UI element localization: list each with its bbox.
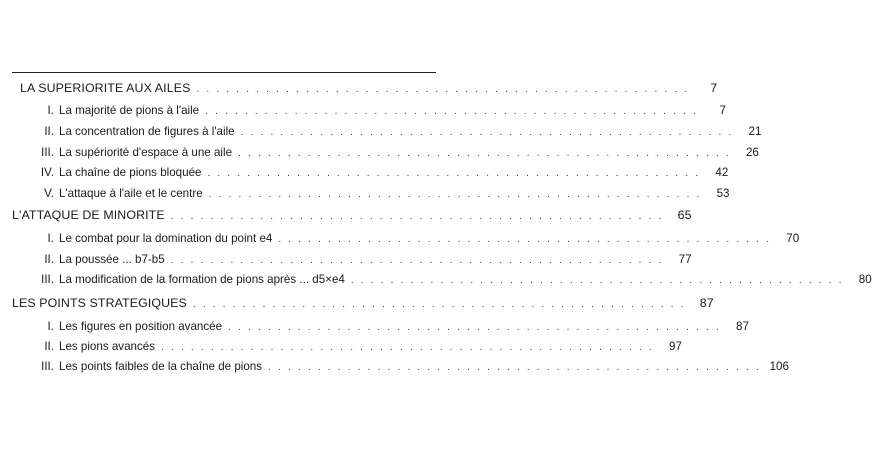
section-page-number: 7 bbox=[719, 104, 726, 117]
section-title: La majorité de pions à l'aile bbox=[59, 104, 200, 117]
top-rule bbox=[12, 72, 436, 73]
section-number: II. bbox=[44, 340, 54, 353]
dot-leader: . . . . . . . . . . . . . . . . . . . . . . . . . . . . . . . . . . . . . . . . . . . . . . . . . . bbox=[192, 299, 686, 310]
section-page-number: 42 bbox=[715, 166, 729, 179]
toc-section bbox=[28, 253, 692, 266]
section-page-number: 26 bbox=[745, 146, 759, 159]
toc-section bbox=[28, 360, 789, 373]
section-title: La supériorité d'espace à une aile bbox=[59, 146, 233, 159]
toc-section bbox=[28, 320, 749, 333]
dot-leader: . . . . . . . . . . . . . . . . . . . . . . . . . . . . . . . . . . . . . . . . . . . . . . . . . . bbox=[268, 362, 761, 373]
toc-section bbox=[28, 166, 729, 179]
dot-leader: . . . . . . . . . . . . . . . . . . . . . . . . . . . . . . . . . . . . . . . . . . . . . . . . . . bbox=[196, 84, 690, 95]
dot-leader: . . . . . . . . . . . . . . . . . . . . . . . . . . . . . . . . . . . . . . . . . . . . . . . . . . bbox=[170, 211, 664, 222]
section-title: La chaîne de pions bloquée bbox=[59, 166, 202, 179]
section-page-number: 77 bbox=[678, 253, 692, 266]
dot-leader: . . . . . . . . . . . . . . . . . . . . . . . . . . . . . . . . . . . . . . . . . . . . . . . . . . bbox=[208, 189, 702, 200]
dot-leader: . . . . . . . . . . . . . . . . . . . . . . . . . . . . . . . . . . . . . . . . . . . . . . . . . . bbox=[278, 234, 772, 245]
chapter-title: LA SUPERIORITE AUX AILES bbox=[20, 81, 191, 95]
section-page-number: 21 bbox=[748, 125, 762, 138]
toc-section bbox=[28, 232, 800, 245]
toc-section bbox=[28, 273, 872, 286]
toc-chapter-2 bbox=[12, 208, 692, 222]
dot-leader: . . . . . . . . . . . . . . . . . . . . . . . . . . . . . . . . . . . . . . . . . . . . . . . . . . bbox=[207, 168, 701, 179]
section-title: La poussée ... b7-b5 bbox=[59, 253, 165, 266]
section-title: La concentration de figures à l'aile bbox=[59, 125, 235, 138]
section-number: II. bbox=[44, 125, 54, 138]
section-number: II. bbox=[44, 253, 54, 266]
section-number: III. bbox=[41, 273, 54, 286]
section-page-number: 53 bbox=[716, 187, 730, 200]
chapter-title: L'ATTAQUE DE MINORITE bbox=[12, 208, 165, 222]
toc-section bbox=[28, 104, 726, 117]
section-page-number: 87 bbox=[736, 320, 749, 333]
section-page-number: 70 bbox=[786, 232, 800, 245]
toc-section bbox=[28, 125, 762, 138]
toc-section bbox=[28, 187, 730, 200]
section-number: IV. bbox=[40, 166, 54, 179]
section-title: Les pions avancés bbox=[59, 340, 156, 353]
section-title: Les points faibles de la chaîne de pions bbox=[59, 360, 263, 373]
section-title: Les figures en position avancée bbox=[59, 320, 223, 333]
toc-chapter-1 bbox=[20, 81, 718, 95]
section-number: V. bbox=[44, 187, 54, 200]
dot-leader: . . . . . . . . . . . . . . . . . . . . . . . . . . . . . . . . . . . . . . . . . . . . . . . . . . bbox=[161, 342, 654, 353]
section-page-number: 97 bbox=[669, 340, 682, 353]
dot-leader: . . . . . . . . . . . . . . . . . . . . . . . . . . . . . . . . . . . . . . . . . . . . . . . . . . bbox=[238, 148, 731, 159]
section-number: I. bbox=[47, 320, 54, 333]
toc-section bbox=[28, 340, 682, 353]
section-page-number: 80 bbox=[858, 273, 872, 286]
dot-leader: . . . . . . . . . . . . . . . . . . . . . . . . . . . . . . . . . . . . . . . . . . . . . . . . . . bbox=[228, 322, 721, 333]
chapter-page-number: 7 bbox=[710, 81, 718, 95]
section-number: I. bbox=[47, 104, 54, 117]
dot-leader: . . . . . . . . . . . . . . . . . . . . . . . . . . . . . . . . . . . . . . . . . . . . . . . . . . bbox=[240, 127, 734, 138]
chapter-page-number: 65 bbox=[677, 208, 692, 222]
chapter-page-number: 87 bbox=[699, 296, 714, 310]
section-number: I. bbox=[47, 232, 54, 245]
toc-section bbox=[28, 146, 759, 159]
section-title: Le combat pour la domination du point e4 bbox=[59, 232, 273, 245]
section-number: III. bbox=[41, 360, 54, 373]
dot-leader: . . . . . . . . . . . . . . . . . . . . . . . . . . . . . . . . . . . . . . . . . . . . . . . . . . bbox=[205, 106, 698, 117]
section-title: La modification de la formation de pions après ... d5×e4 bbox=[59, 273, 345, 286]
section-title: L'attaque à l'aile et le centre bbox=[59, 187, 203, 200]
chapter-title: LES POINTS STRATEGIQUES bbox=[12, 296, 187, 310]
dot-leader: . . . . . . . . . . . . . . . . . . . . . . . . . . . . . . . . . . . . . . . . . . . . . . . . . . bbox=[350, 275, 844, 286]
toc-chapter-3 bbox=[12, 296, 714, 310]
section-page-number: 106 bbox=[769, 360, 789, 373]
dot-leader: . . . . . . . . . . . . . . . . . . . . . . . . . . . . . . . . . . . . . . . . . . . . . . . . . . bbox=[170, 255, 664, 266]
section-number: III. bbox=[41, 146, 54, 159]
